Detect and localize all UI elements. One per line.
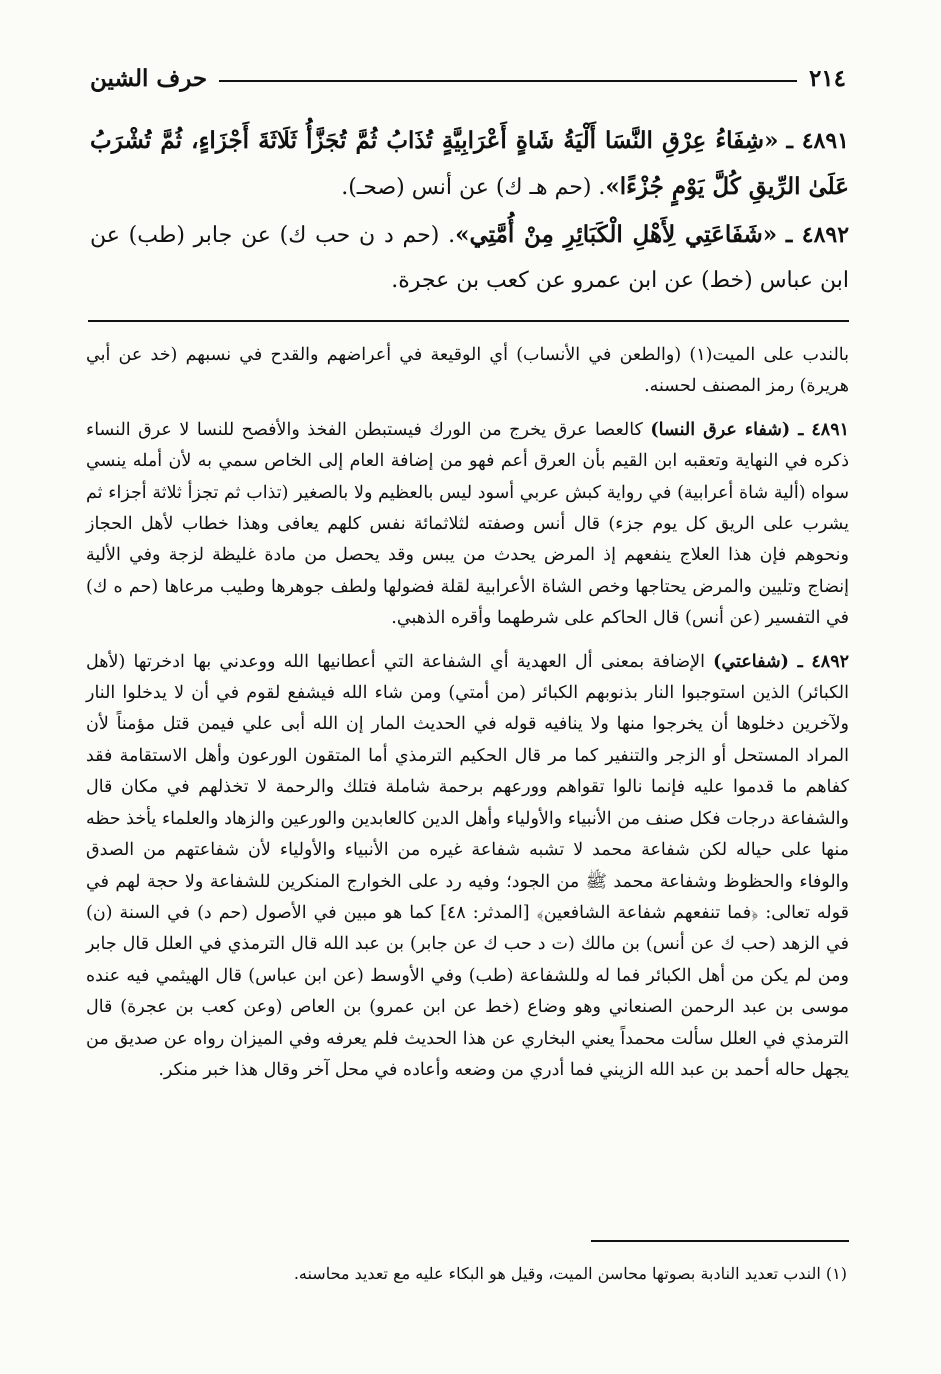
commentary-text: بالندب على الميت(١) (والطعن في الأنساب) أي الوقيعة في أعراضهم والقدح في نسبهم (خد عن أبي هريرة) رمز المصنف لحسنه.: [86, 345, 849, 397]
commentary-paragraph: [86, 647, 849, 1087]
section-divider: [88, 320, 849, 322]
commentary-lead: ٤٨٩١ ـ (شفاء عرق النسا): [650, 419, 850, 440]
hadith-text: «شَفَاعَتِي لِأَهْلِ الْكَبَائِرِ مِنْ أُمَّتِي»: [455, 221, 778, 248]
commentary-lead: ٤٨٩٢ ـ (شفاعتي): [713, 651, 850, 672]
hadith-text: «شِفَاءُ عِرْقِ النَّسَا أَلْيَةُ شَاةٍ أَعْرَابِيَّةٍ تُذَابُ ثُمَّ تُجَزَّأُ ثَلَاثَةَ أَجْزَاءٍ، ثُمَّ تُشْرَبُ عَلَىٰ الرِّيقِ كُلَّ يَوْمٍ جُزْءًا»: [90, 127, 849, 200]
commentary-paragraph: [86, 415, 849, 635]
commentary-paragraph: [86, 340, 849, 403]
commentary-text: الإضافة بمعنى أل العهدية أي الشفاعة التي أعطانيها الله ووعدني بها ادخرتها (لأهل الكبائر) الذين استوجبوا النار بذنوبهم الكبائر (من أمتي) ومن شاء الله فيشفع لقوم في أن لا يدخلوا النار ولآخرين دخلوها أن يخرجوا منها ولا ينافيه قوله في الحديث المار إن الله أبى علي فيمن قتل مؤمناً لأن المراد المستحل أو الزجر والتنفير كما مر قال الحكيم الترمذي أما المتقون الورعون وأهل الاستقامة فقد كفاهم ما قدموا عليه فإنما نالوا تقواهم وورعهم برحمة شاملة فتلك والرحمة لا تخذلهم في مكان قال والشفاعة درجات فكل صنف من الأنبياء والأولياء وأهل الدين كالعابدين والورعين والزهاد والعلماء يأخذ حظه منها على حياله لكن شفاعة محمد لا تشبه شفاعة غيره من الأنبياء والأولياء لأن شفاعتهم من الصدق والوفاء والحظوظ وشفاعة محمد ﷺ من الجود؛ وفيه رد على الخوارج المنكرين للشفاعة ولا حجة لهم في قوله تعالى: ﴿فما تنفعهم شفاعة الشافعين﴾ [المدثر: ٤٨] كما هو مبين في الأصول (حم د) في السنة (ن) في الزهد (حب ك عن أنس) بن مالك (ت د حب ك عن جابر) بن عبد الله قال الترمذي في العلل قال جابر ومن لم يكن من أهل الكبائر فما له وللشفاعة (طب) وفي الأوسط (عن ابن عباس) قال الهيثمي فيه عنده موسى بن عبد الرحمن الصنعاني وهو وضاع (خط عن ابن عمرو) بن العاص (وعن كعب بن عجرة) قال الترمذي في العلل سألت محمداً يعني البخاري عن هذا الحديث فلم يعرفه وفي الميزان رواه عن صديق من يجهل حاله أحمد بن عبد الله الزيني فما أدري من وضعه وأعاده في محل آخر وقال هذا خبر منكر.: [86, 651, 849, 1080]
hadith-source: . (حم د ن حب ك) عن جابر (طب) عن ابن عباس (خط) عن ابن عمرو عن كعب بن عجرة.: [90, 223, 849, 293]
hadith-source: . (حم هـ ك) عن أنس (صحـ).: [341, 175, 606, 200]
header-rule: [219, 80, 797, 82]
page-number: ٢١٤: [808, 64, 846, 92]
hadith-number: ٤٨٩٢ ـ: [785, 222, 850, 248]
hadith-4892: [90, 212, 849, 303]
commentary-text: كالعصا عرق يخرج من الورك فيستبطن الفخذ والأفصح للنسا لا عرق النساء ذكره في النهاية وتعقبه ابن القيم بأن العرق أعم فهو من إضافة العام إلى الخاص سمي به لأن أمله ينسي سواه (ألية شاة أعرابية) في رواية كبش عربي أسود ليس بالعظيم ولا بالصغير (تذاب ثم تجزأ ثلاثة أجزاء ثم يشرب على الريق كل يوم جزء) قال أنس وصفته لثلاثمائة نفس كلهم يعافى وهذا خطاب لأهل الحجاز ونحوهم فإن هذا العلاج ينفعهم إذ المرض يحدث من يبس وقد يحصل من مادة غليظة لزجة وفي الألية إنضاج وتليين والمرض يحتاجها وخص الشاة الأعرابية لقلة فضولها ولطف جوهرها وطيب مرعاها (حم ه ك) في التفسير (عن أنس) قال الحاكم على شرطهما وأقره الذهبي.: [86, 419, 849, 629]
commentary: [86, 340, 849, 1098]
hadith-number: ٤٨٩١ ـ: [786, 128, 849, 154]
running-header: [90, 58, 846, 98]
hadith-4891: [90, 118, 849, 210]
footnote-rule: [591, 1240, 849, 1242]
footnote: (١) الندب تعديد النادبة بصوتها محاسن الميت، وقيل هو البكاء عليه مع تعديد محاسنه.: [293, 1264, 847, 1283]
chapter-title: حرف الشين: [90, 64, 208, 92]
